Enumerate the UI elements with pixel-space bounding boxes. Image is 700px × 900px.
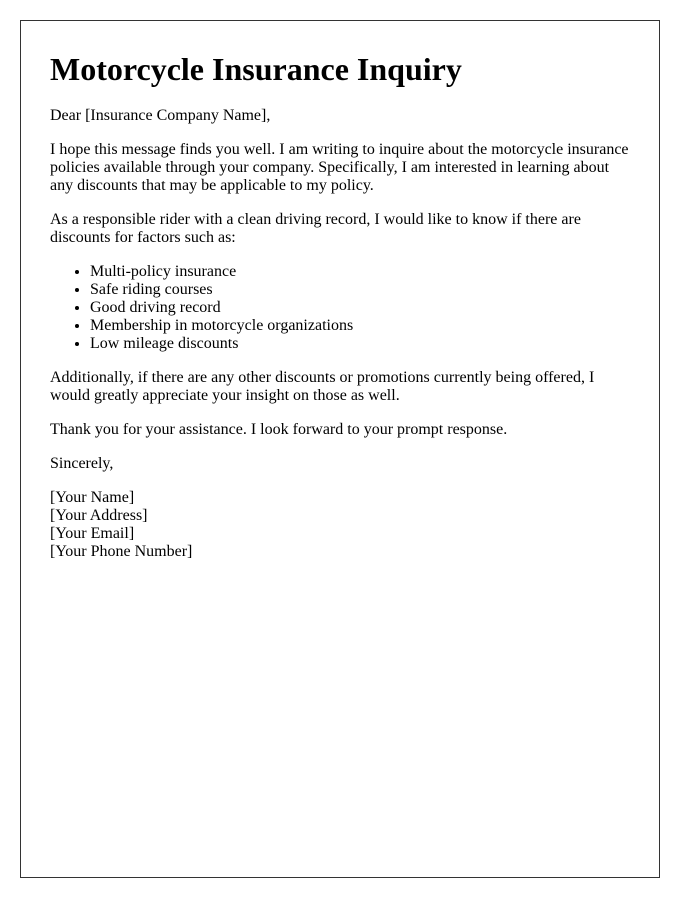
list-item: • Multi-policy insurance	[90, 263, 630, 281]
salutation: Dear [Insurance Company Name],	[50, 107, 271, 124]
signature-phone: [Your Phone Number]	[50, 543, 193, 560]
list-item: • Membership in motorcycle organizations	[90, 317, 630, 335]
discount-intro-paragraph: As a responsible rider with a clean driving record, I would like to know if there are discounts for factors such as:	[50, 211, 581, 246]
list-item: • Low mileage discounts	[90, 335, 630, 353]
signature-address: [Your Address]	[50, 507, 148, 524]
closing: Sincerely,	[50, 455, 114, 472]
intro-paragraph: I hope this message finds you well. I am writing to inquire about the motorcycle insurance policies available through your company. Specifically, I am interested in learning about any discounts that may be applicable to my policy.	[50, 141, 629, 194]
list-item: • Good driving record	[90, 299, 630, 317]
signature-name: [Your Name]	[50, 489, 135, 506]
thanks-paragraph: Thank you for your assistance. I look forward to your prompt response.	[50, 421, 508, 438]
signature-email: [Your Email]	[50, 525, 135, 542]
list-item: • Safe riding courses	[90, 281, 630, 299]
additional-paragraph: Additionally, if there are any other discounts or promotions currently being offered, I would greatly appreciate your insight on those as well.	[50, 369, 595, 404]
discount-list	[50, 263, 630, 353]
letter-title: Motorcycle Insurance Inquiry	[50, 51, 462, 87]
signature-block	[50, 489, 630, 561]
letter-page	[20, 20, 660, 878]
